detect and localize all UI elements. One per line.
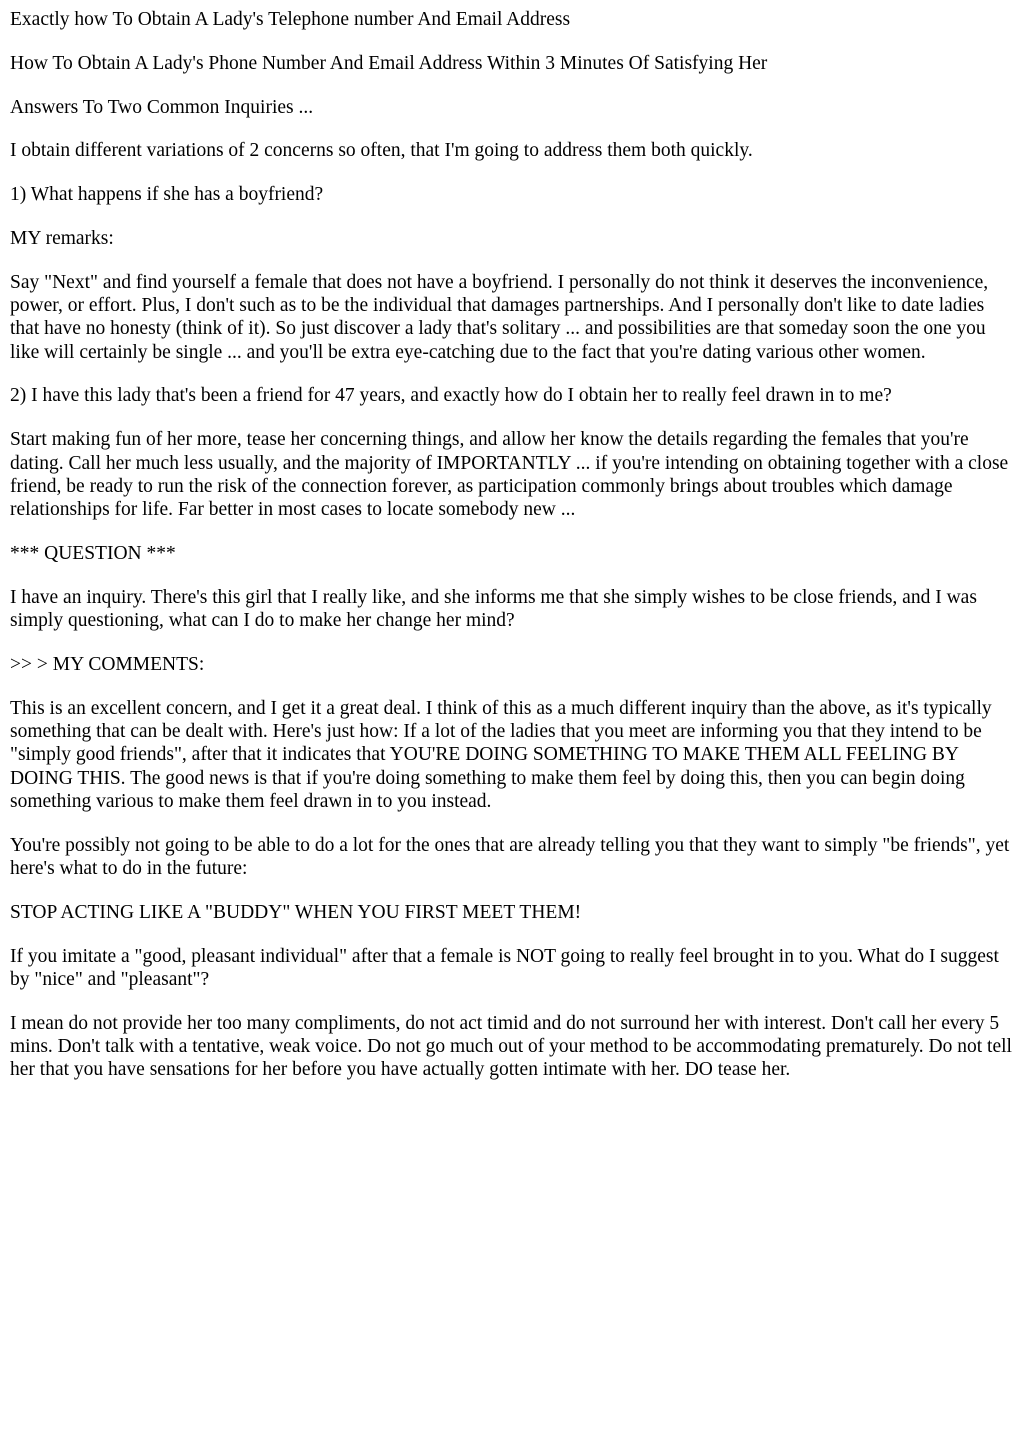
question-2: 2) I have this lady that's been a friend for 47 years, and exactly how do I obtain her to really feel drawn in to me? — [10, 385, 892, 407]
paragraph-intro: I obtain different variations of 2 concerns so often, that I'm going to address them both quickly. — [10, 140, 753, 162]
paragraph-nice-pleasant: If you imitate a "good, pleasant individual" after that a female is NOT going to really feel brought in to you. What do I suggest by "nice" and "pleasant"? — [10, 945, 999, 990]
paragraph-future-advice: You're possibly not going to be able to do a lot for the ones that are already telling you that they want to simply "be friends", yet here's what to do in the future: — [10, 834, 1010, 879]
paragraph-intro-heading: Answers To Two Common Inquiries ... — [10, 96, 314, 118]
question-heading: *** QUESTION *** — [10, 542, 176, 564]
paragraph-stop-acting: STOP ACTING LIKE A "BUDDY" WHEN YOU FIRST MEET THEM! — [10, 901, 582, 923]
document-title: Exactly how To Obtain A Lady's Telephone number And Email Address — [10, 9, 571, 30]
comments-heading: >> > MY COMMENTS: — [10, 653, 205, 675]
paragraph-subtitle: How To Obtain A Lady's Phone Number And Email Address Within 3 Minutes Of Satisfying Her — [10, 52, 768, 74]
question-3: I have an inquiry. There's this girl that I really like, and she informs me that she simply wishes to be close friends, and I was simply questioning, what can I do to make her change her mind? — [10, 586, 977, 632]
answer-2: Start making fun of her more, tease her concerning things, and allow her know the details regarding the females that you're dating. Call her much less usually, and the majority of IMPORTANTLY ... if you're intending on obtaining together with a close friend, be ready to run the risk of the connection forever, as participation commonly brings about troubles which damage relationships for life. Far better in most cases to locate somebody new ... — [10, 429, 1009, 521]
question-1: 1) What happens if she has a boyfriend? — [10, 184, 324, 206]
answer-3: This is an excellent concern, and I get it a great deal. I think of this as a much different inquiry than the above, as it's typically something that can be dealt with. Here's just how: If a lot of the ladies that you meet are informing you that they intend to be "simply good friends", after that it indicates that YOU'RE DOING SOMETHING TO MAKE THEM ALL FEELING BY DOING THIS. The good news is that if you're doing something to make them feel by doing this, then you can begin doing something various to make them feel drawn in to you instead. — [10, 697, 992, 812]
paragraph-final-advice: I mean do not provide her too many compliments, do not act timid and do not surround her with interest. Don't call her every 5 mins. Don't talk with a tentative, weak voice. Do not go much out of your method to be accommodating prematurely. Do not tell her that you have sensations for her before you have actually gotten intimate with her. DO tease her. — [10, 1012, 1012, 1081]
remarks-heading: MY remarks: — [10, 227, 114, 249]
answer-1: Say "Next" and find yourself a female that does not have a boyfriend. I personally do not think it deserves the inconvenience, power, or effort. Plus, I don't such as to be the individual that damages partnerships. And I personally don't like to date ladies that have no honesty (think of it). So just discover a lady that's solitary ... and possibilities are that someday soon the one you like will certainly be single ... and you'll be extra eye-catching due to the fact that you're dating various other women. — [10, 271, 989, 363]
